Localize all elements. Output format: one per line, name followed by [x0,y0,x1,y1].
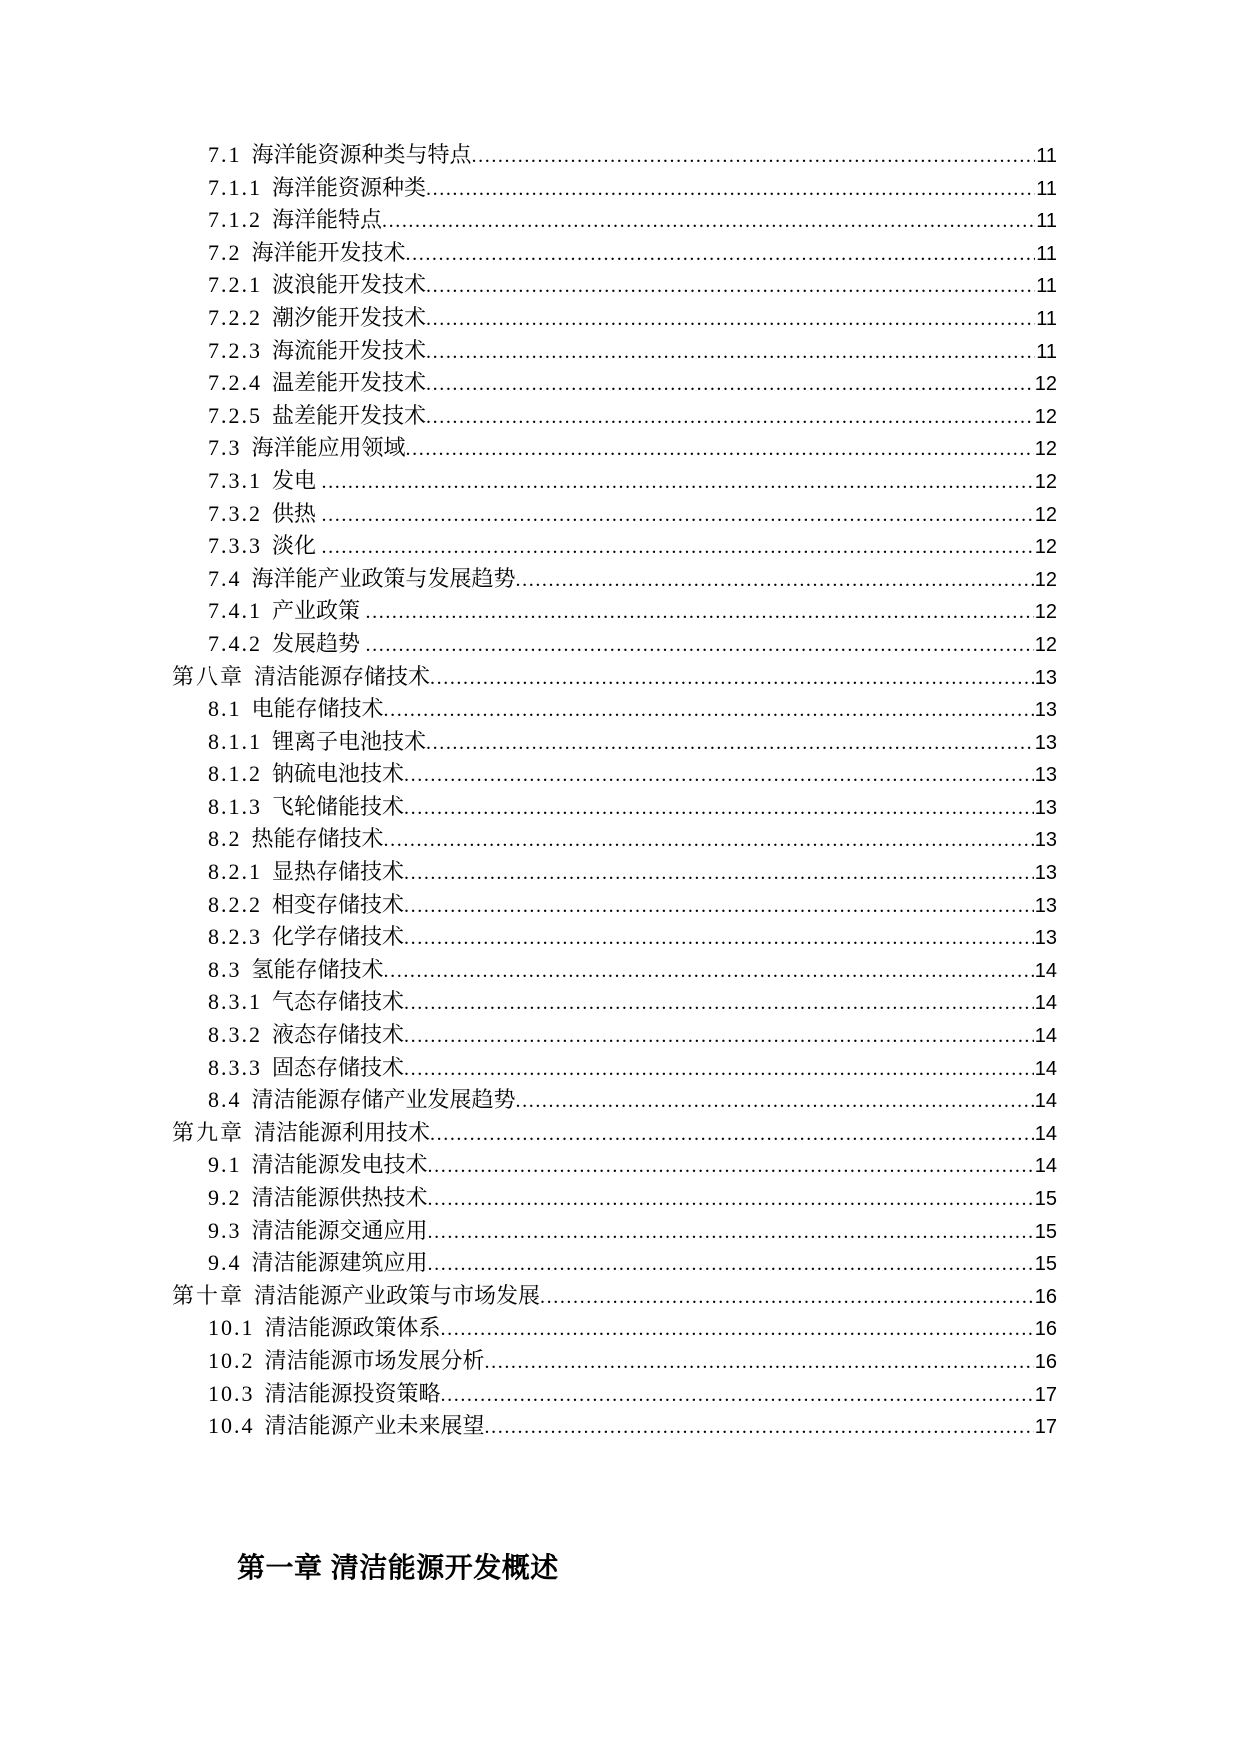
toc-dot-leader [426,400,1034,434]
toc-entry[interactable] [172,726,1057,759]
toc-entry-title: 电能存储技术 [251,696,384,722]
toc-entry-number: 8.1.3 [208,793,262,819]
toc-entry[interactable] [172,172,1057,205]
toc-page-number: 13 [1034,796,1057,819]
toc-entry-title: 供热 [272,500,322,526]
toc-page-number: 14 [1034,959,1057,982]
toc-dot-leader [404,758,1034,792]
toc-entry[interactable] [172,1345,1057,1378]
toc-entry-number: 8.2.2 [208,891,262,917]
toc-entry[interactable] [172,693,1057,726]
toc-entry[interactable] [172,1280,1057,1313]
toc-entry-title: 显热存储技术 [272,859,405,885]
toc-dot-leader [366,628,1034,662]
toc-page-number: 14 [1034,1090,1057,1113]
toc-entry-number: 8.4 [208,1087,242,1113]
toc-entry-title: 海洋能应用领域 [251,435,406,461]
toc-page-number: 13 [1034,699,1057,722]
toc-dot-leader [516,1084,1034,1118]
toc-dot-leader [384,954,1034,988]
toc-entry-number: 8.3 [208,956,242,982]
toc-entry-title: 波浪能开发技术 [272,272,427,298]
toc-dot-leader [428,1247,1034,1281]
toc-entry[interactable] [172,823,1057,856]
toc-entry-number: 7.2.5 [208,402,262,428]
toc-entry-title: 海洋能特点 [272,207,383,233]
toc-dot-leader [540,1280,1034,1314]
toc-entry-title: 清洁能源投资策略 [264,1380,441,1406]
toc-entry-title: 清洁能源产业未来展望 [264,1413,485,1439]
toc-entry-number: 7.1 [208,142,242,167]
toc-entry[interactable] [172,139,1057,172]
toc-entry-title: 清洁能源供热技术 [251,1185,428,1210]
toc-entry[interactable] [172,237,1057,270]
toc-entry-number: 7.4.2 [208,630,262,656]
toc-entry-number: 9.1 [208,1152,242,1178]
toc-entry[interactable] [172,628,1057,661]
toc-entry-number: 9.3 [208,1217,242,1243]
toc-dot-leader [404,1052,1034,1086]
toc-entry[interactable] [172,563,1057,596]
toc-dot-leader [406,237,1036,271]
toc-page-number: 13 [1034,894,1057,917]
toc-entry-number: 7.2.2 [208,304,262,330]
toc-entry[interactable] [172,400,1057,433]
toc-page-number: 12 [1034,470,1057,493]
toc-dot-leader [430,661,1034,695]
toc-dot-leader [322,498,1034,532]
toc-entry-title: 海洋能产业政策与发展趋势 [251,565,516,591]
toc-entry-number: 第十章 [172,1282,245,1308]
toc-entry-title: 清洁能源市场发展分析 [264,1347,485,1373]
toc-entry-number: 第九章 [172,1119,245,1145]
toc-entry-number: 7.3.1 [208,467,262,493]
toc-page-number: 12 [1034,633,1057,656]
toc-page-number: 14 [1034,1155,1057,1178]
toc-page-number: 16 [1034,1350,1057,1373]
toc-entry[interactable] [172,758,1057,791]
toc-entry[interactable] [172,1410,1057,1443]
toc-entry-number: 7.4 [208,565,242,591]
toc-page-number: 12 [1034,568,1057,591]
toc-page-number: 16 [1034,1318,1057,1341]
toc-entry-number: 9.2 [208,1185,242,1210]
toc-entry[interactable] [172,335,1057,368]
toc-entry-number: 8.3.2 [208,1022,262,1048]
toc-entry[interactable] [172,791,1057,824]
toc-entry-title: 清洁能源产业政策与市场发展 [254,1282,541,1308]
toc-page-number: 14 [1034,1122,1057,1145]
toc-dot-leader [322,465,1034,499]
toc-entry[interactable] [172,856,1057,889]
toc-entry-number: 8.3.1 [208,989,262,1015]
toc-page-number: 15 [1034,1188,1057,1210]
toc-entry-title: 化学存储技术 [272,924,405,950]
toc-dot-leader [430,1117,1034,1151]
toc-entry-number: 8.1.1 [208,728,262,754]
toc-dot-leader [366,595,1034,629]
toc-page-number: 14 [1034,992,1057,1015]
toc-page-number: 11 [1036,210,1057,233]
toc-entry[interactable] [172,302,1057,335]
toc-entry-title: 海洋能资源种类 [272,174,427,200]
toc-dot-leader [472,139,1036,173]
toc-page-number: 17 [1034,1383,1057,1406]
toc-entry-title: 固态存储技术 [272,1054,405,1080]
toc-page-number: 13 [1034,731,1057,754]
toc-entry-title: 发展趋势 [272,630,366,656]
toc-entry[interactable] [172,1378,1057,1411]
toc-dot-leader [404,921,1034,955]
chapter-heading: 第一章 清洁能源开发概述 [237,1552,559,1583]
toc-entry-title: 锂离子电池技术 [272,728,427,754]
toc-dot-leader [384,693,1034,727]
toc-entry-number: 7.2 [208,239,242,265]
toc-page-number: 11 [1036,145,1057,167]
toc-entry-title: 飞轮储能技术 [272,793,405,819]
toc-entry[interactable] [172,1312,1057,1345]
toc-entry-number: 7.1.2 [208,207,262,233]
toc-entry-title: 氢能存储技术 [251,956,384,982]
toc-entry-title: 潮汐能开发技术 [272,304,427,330]
toc-entry[interactable] [172,530,1057,563]
toc-entry[interactable] [172,1182,1057,1215]
toc-entry-number: 10.4 [208,1413,255,1439]
toc-entry-title: 清洁能源利用技术 [254,1119,431,1145]
toc-entry-title: 气态存储技术 [272,989,405,1015]
toc-page-number: 11 [1036,177,1057,200]
toc-entry-title: 清洁能源政策体系 [264,1315,441,1341]
toc-dot-leader [426,726,1034,760]
toc-page-number: 17 [1034,1416,1057,1439]
toc-entry[interactable] [172,1019,1057,1052]
toc-entry-number: 8.2.1 [208,859,262,885]
toc-entry-title: 盐差能开发技术 [272,402,427,428]
toc-entry[interactable] [172,1215,1057,1248]
toc-entry[interactable] [172,1052,1057,1085]
toc-entry[interactable] [172,465,1057,498]
toc-dot-leader [382,204,1035,238]
toc-dot-leader [404,791,1034,825]
toc-page-number: 11 [1036,242,1057,265]
toc-entry-title: 海洋能资源种类与特点 [251,142,472,167]
toc-entry[interactable] [172,595,1057,628]
toc-page-number: 16 [1034,1285,1057,1308]
toc-page-number: 13 [1034,862,1057,885]
toc-entry-title: 海洋能开发技术 [251,239,406,265]
toc-page-number: 11 [1036,340,1057,363]
toc-entry[interactable] [172,204,1057,237]
toc-entry-number: 7.3.3 [208,533,262,559]
toc-entry-title: 发电 [272,467,322,493]
toc-dot-leader [404,889,1034,923]
toc-page-number: 12 [1034,601,1057,624]
toc-entry-number: 10.2 [208,1347,255,1373]
toc-page-number: 13 [1034,829,1057,852]
toc-page-number: 11 [1036,275,1057,298]
toc-dot-leader [428,1215,1034,1249]
toc-entry-title: 清洁能源交通应用 [251,1217,428,1243]
toc-dot-leader [404,986,1034,1020]
toc-dot-leader [384,823,1034,857]
toc-entry-title: 产业政策 [272,598,366,624]
toc-entry-title: 海流能开发技术 [272,337,427,363]
toc-page-number: 13 [1034,666,1057,689]
toc-entry[interactable] [172,986,1057,1019]
toc-dot-leader [441,1312,1034,1346]
toc-entry-number: 7.2.1 [208,272,262,298]
toc-dot-leader [485,1410,1034,1444]
toc-page-number: 15 [1034,1253,1057,1276]
toc-page-number: 12 [1034,503,1057,526]
toc-entry-number: 7.3 [208,435,242,461]
toc-entry[interactable] [172,498,1057,531]
toc-entry-title: 清洁能源发电技术 [251,1152,428,1178]
toc-entry-title: 温差能开发技术 [272,370,427,396]
toc-dot-leader [428,1182,1034,1216]
toc-page-number: 11 [1036,307,1057,330]
toc-dot-leader [441,1378,1034,1412]
toc-dot-leader [485,1345,1034,1379]
toc-entry-title: 清洁能源建筑应用 [251,1250,428,1276]
toc-entry-number: 10.1 [208,1315,255,1341]
toc-entry-number: 10.3 [208,1380,255,1406]
toc-dot-leader [404,856,1034,890]
toc-entry-number: 第八章 [172,663,245,689]
toc-page-number: 12 [1034,373,1057,396]
toc-page-number: 13 [1034,927,1057,950]
toc-dot-leader [426,335,1035,369]
toc-entry[interactable] [172,921,1057,954]
toc-dot-leader [516,563,1034,597]
toc-page-number: 15 [1034,1220,1057,1243]
toc-entry[interactable] [172,269,1057,302]
toc-entry[interactable] [172,954,1057,987]
toc-entry-number: 8.2.3 [208,924,262,950]
toc-entry-title: 清洁能源存储技术 [254,663,431,689]
toc-page-number: 12 [1034,536,1057,559]
toc-entry[interactable] [172,1084,1057,1117]
toc-entry-number: 7.2.4 [208,370,262,396]
toc-entry-title: 清洁能源存储产业发展趋势 [251,1087,516,1113]
toc-entry-title: 相变存储技术 [272,891,405,917]
toc-entry-number: 7.4.1 [208,598,262,624]
toc-page-number: 13 [1034,764,1057,787]
toc-entry-title: 钠硫电池技术 [272,761,405,787]
toc-dot-leader [426,367,1034,401]
toc-entry[interactable] [172,661,1057,694]
toc-page-number: 14 [1034,1025,1057,1048]
toc-entry-title: 热能存储技术 [251,826,384,852]
toc-page-number: 12 [1034,405,1057,428]
toc-entry[interactable] [172,1247,1057,1280]
toc-dot-leader [406,432,1034,466]
toc-entry-number: 8.1.2 [208,761,262,787]
toc-entry[interactable] [172,889,1057,922]
toc-entry-number: 8.3.3 [208,1054,262,1080]
toc-entry-number: 8.1 [208,696,242,722]
toc-entry[interactable] [172,367,1057,400]
toc-entry-number: 7.3.2 [208,500,262,526]
toc-entry-number: 7.1.1 [208,174,262,200]
toc-dot-leader [426,269,1035,303]
toc-dot-leader [428,1149,1034,1183]
toc-dot-leader [404,1019,1034,1053]
table-of-contents [172,139,1057,1443]
toc-entry-title: 液态存储技术 [272,1022,405,1048]
toc-dot-leader [426,172,1035,206]
toc-entry[interactable] [172,432,1057,465]
toc-entry-number: 8.2 [208,826,242,852]
toc-dot-leader [322,530,1034,564]
toc-entry-number: 9.4 [208,1250,242,1276]
toc-entry-number: 7.2.3 [208,337,262,363]
toc-page-number: 14 [1034,1057,1057,1080]
toc-page-number: 12 [1034,438,1057,461]
toc-entry-title: 淡化 [272,533,322,559]
toc-entry[interactable] [172,1149,1057,1182]
toc-entry[interactable] [172,1117,1057,1150]
toc-dot-leader [426,302,1035,336]
